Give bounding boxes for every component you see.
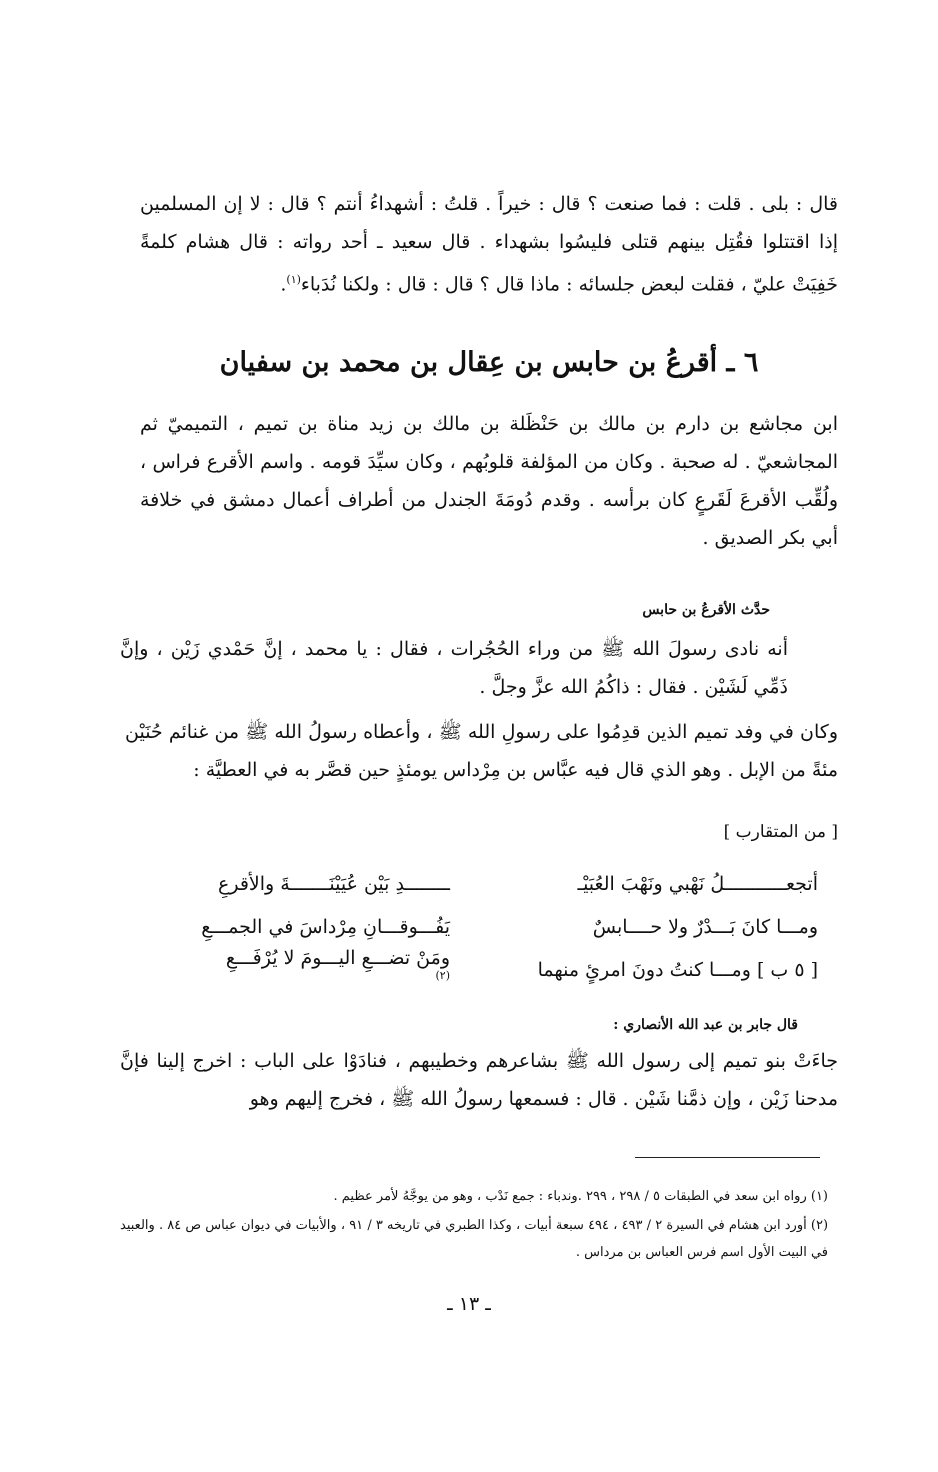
- footnote-separator: [635, 1157, 820, 1158]
- narrator-attribution-2: قال جابر بن عبد الله الأنصاري :: [613, 1017, 798, 1033]
- poem-verse: [150, 905, 818, 948]
- intro-paragraph: [140, 185, 838, 303]
- intro-end: .: [280, 273, 287, 296]
- footnote-ref-2: (٢): [435, 969, 450, 983]
- verse-second-hemistich: يَفُـــوقـــانِ مِرْداسَ في الجمـــعِ: [201, 915, 450, 938]
- footnote-1: (١) رواه ابن سعد في الطبقات ٥ / ٢٩٨ ، ٢٩٩ .وندباء : جمع نَدْب ، وهو من يوجَّهُ لأمر عظيم .: [333, 1189, 828, 1204]
- narrative-paragraph: وكان في وفد تميم الذين قدِمُوا على رسولِ الله ﷺ ، وأعطاه رسولُ الله ﷺ من غنائم حُنَيْن مئةً من الإبل . وهو الذي قال فيه عبَّاس بن مِرْداس يومئذٍ حين قصَّر به في العطيَّة :: [125, 721, 838, 781]
- intro-text: قال : بلى . قلت : فما صنعت ؟ قال : خيراً . قلتُ : أشهداءُ أنتم ؟ قال : لا إن المسلمين إذا اقتتلوا فقُتِل بينهم قتلى فليسُوا بشهداء . قال سعيد ـ أحد رواته : قال هشام كلمةً خَفِيَتْ عليّ ، فقلت لبعض جلسائه : ماذا قال ؟ قال : قال : ولكنا نُدَباء: [140, 193, 838, 296]
- poem-verse: [150, 862, 818, 905]
- page-number: ـ ١٣ ـ: [447, 1293, 491, 1315]
- verse-second-text: ومَنْ تضـــعِ اليـــومَ لا يُرْفَـــعِ: [225, 947, 450, 970]
- hadith-2: جاءَتْ بنو تميم إلى رسول الله ﷺ بشاعرهم وخطيبهم ، فنادَوْا على الباب : اخرج إلينا فإنَّ مدحنا زَيْن ، وإن ذمَّنا شَيْن . قال : فسمعها رسولُ الله ﷺ ، فخرج إليهم وهو: [120, 1050, 838, 1110]
- section-heading: ٦ ـ أقرعُ بن حابس بن عِقال بن محمد بن سفيان: [219, 347, 759, 378]
- verse-first-hemistich: ومـــا كانَ بَـــدْرٌ ولا حــــابسٌ: [592, 915, 818, 938]
- verse-first-hemistich: أتجعـــــــــــلُ نَهْبي ونَهْبَ العُبَيْـ: [577, 872, 818, 895]
- hadith-1: أنه نادى رسولَ الله ﷺ من وراء الحُجُرات ، فقال : يا محمد ، إنَّ حَمْدي زَيْن ، وإنَّ ذَمِّي لَشَيْن . فقال : ذاكُمُ الله عزَّ وجلَّ .: [120, 638, 788, 698]
- biography-paragraph: ابن مجاشع بن دارم بن مالك بن حَنْظَلة بن مالك بن زيد مناة بن تميم ، التميميّ ثم المجاشعيّ . له صحبة . وكان من المؤلفة قلوبُهم ، وكان سيِّدَ قومه . واسم الأقرع فراس ، ولُقِّب الأقرعَ لَقَرعٍ كان برأسه . وقدم دُومَةَ الجندل من أطراف أعمال دمشق في خلافة أبي بكر الصديق .: [140, 413, 838, 549]
- verse-second-hemistich: ــــــــدِ بَيْن عُيَيْنَـــــــةَ والأقرعِ: [218, 872, 450, 895]
- verse-first-hemistich: [ ٥ ب ] ومـــا كنتُ دونَ امرئٍ منهما: [537, 958, 818, 981]
- poem-verse: [150, 948, 818, 991]
- poem: [150, 862, 818, 991]
- narrator-attribution-1: حدَّث الأقرعُ بن حابس: [642, 602, 770, 618]
- footnote-ref-1: (١): [286, 273, 301, 286]
- footnote-2: (٢) أورد ابن هشام في السيرة ٢ / ٤٩٣ ، ٤٩٤ سبعة أبيات ، وكذا الطبري في تاريخه ٣ / ٩١ ، والأبيات في ديوان عباس ص ٨٤ . والعبيد في البيت الأول اسم فرس العباس بن مرداس .: [120, 1218, 829, 1260]
- poetic-meter-label: [ من المتقارب ]: [723, 822, 838, 842]
- verse-second-hemistich-with-note: [150, 947, 450, 991]
